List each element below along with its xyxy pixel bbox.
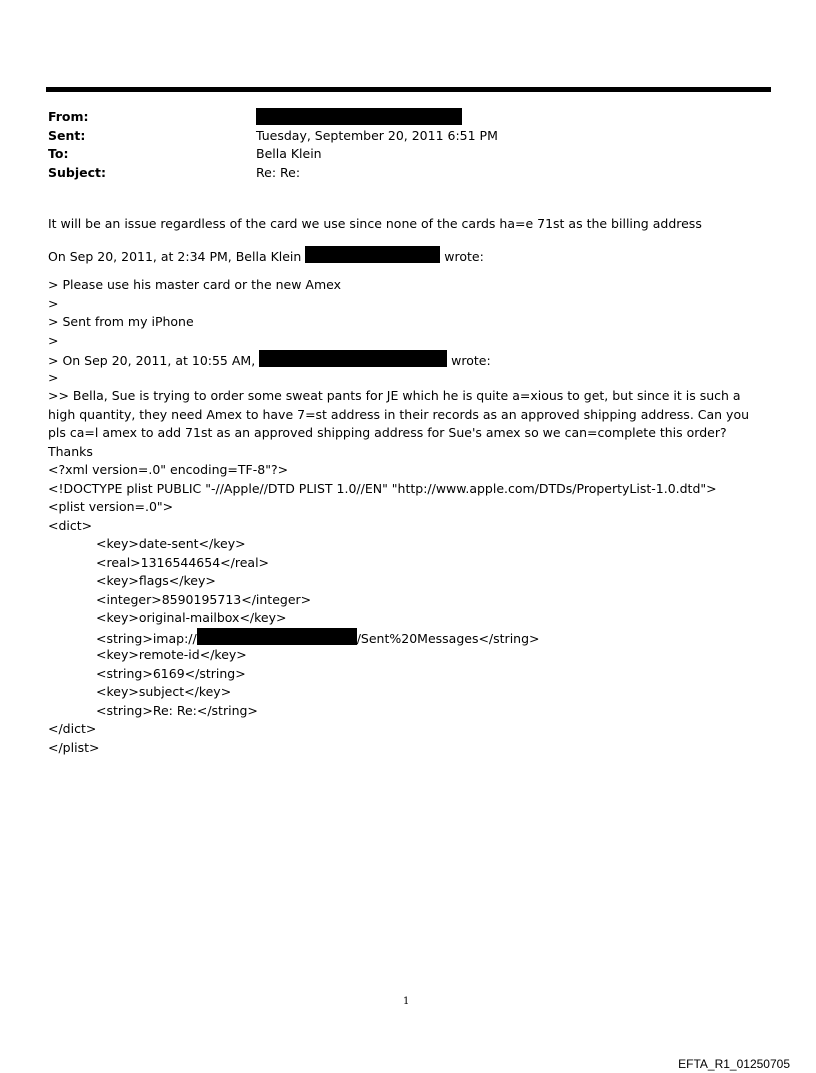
xml-line: <?xml version=.0" encoding=TF-8"?> — [48, 462, 289, 477]
body-line: > — [48, 295, 59, 311]
bates-number: EFTA_R1_01250705 — [678, 1057, 790, 1071]
body-text: On Sep 20, 2011, at 2:34 PM, Bella Klein — [48, 248, 302, 264]
xml-line: <integer>8590195713</integer> — [96, 591, 312, 607]
xml-line: <string>Re: Re:</string> — [96, 702, 258, 718]
body-line: It will be an issue regardless of the card we use since none of the cards ha=e 71st as the billing address — [48, 216, 702, 231]
body-line: > — [48, 332, 59, 348]
xml-line: <dict> — [48, 517, 93, 533]
redaction-block — [197, 628, 357, 645]
xml-line: <key>flags</key> — [96, 573, 216, 588]
xml-text: <string>imap:// — [96, 630, 197, 646]
redaction-block — [256, 108, 462, 125]
from-value — [256, 108, 462, 129]
to-value: Bella Klein — [256, 146, 322, 161]
xml-line: <!DOCTYPE plist PUBLIC "-//Apple//DTD PLIST 1.0//EN" "http://www.apple.com/DTDs/PropertyList-1.0.dtd"> — [48, 480, 717, 496]
to-label: To: — [48, 146, 69, 161]
xml-line: <key>original-mailbox</key> — [96, 610, 287, 625]
xml-line: </dict> — [48, 721, 97, 736]
xml-line: <string>6169</string> — [96, 665, 246, 681]
subject-label: Subject: — [48, 164, 106, 180]
subject-value: Re: Re: — [256, 164, 301, 180]
sent-row — [48, 127, 748, 146]
from-label: From: — [48, 109, 89, 124]
body-text: wrote: — [451, 353, 491, 368]
body-text: > On Sep 20, 2011, at 10:55 AM, — [48, 353, 256, 368]
from-row — [48, 108, 748, 127]
body-line: > Please use his master card or the new Amex — [48, 277, 342, 292]
to-row — [48, 145, 748, 164]
xml-line: <key>remote-id</key> — [96, 647, 247, 662]
page-number: 1 — [403, 996, 410, 1007]
redaction-block — [259, 350, 447, 367]
email-body — [48, 215, 768, 757]
email-header — [48, 108, 748, 182]
body-line: > Sent from my iPhone — [48, 314, 194, 329]
xml-line: </plist> — [48, 739, 100, 755]
xml-line — [48, 628, 768, 647]
xml-line: <real>1316544654</real> — [96, 554, 270, 570]
subject-row — [48, 164, 748, 183]
body-line: > — [48, 369, 59, 385]
sent-value: Tuesday, September 20, 2011 6:51 PM — [256, 127, 498, 143]
redaction-block — [305, 246, 440, 263]
xml-line: <key>date-sent</key> — [96, 536, 246, 551]
body-line — [48, 246, 768, 265]
xml-line: <plist version=.0"> — [48, 499, 174, 514]
xml-line: <key>subject</key> — [96, 684, 232, 699]
sent-label: Sent: — [48, 127, 86, 143]
body-line — [48, 350, 768, 369]
xml-text: /Sent%20Messages</string> — [356, 630, 540, 646]
header-rule — [46, 87, 771, 92]
body-text: wrote: — [444, 248, 484, 264]
body-paragraph: >> Bella, Sue is trying to order some sweat pants for JE which he is quite a=xious to get, but since it is such a high quantity, they need Amex to have 7=st address in their records as an approved shipping address. Can you pls ca=l amex to add 71st as an approved shipping address for Sue's amex so we can=complete this order? Thanks — [48, 388, 750, 459]
